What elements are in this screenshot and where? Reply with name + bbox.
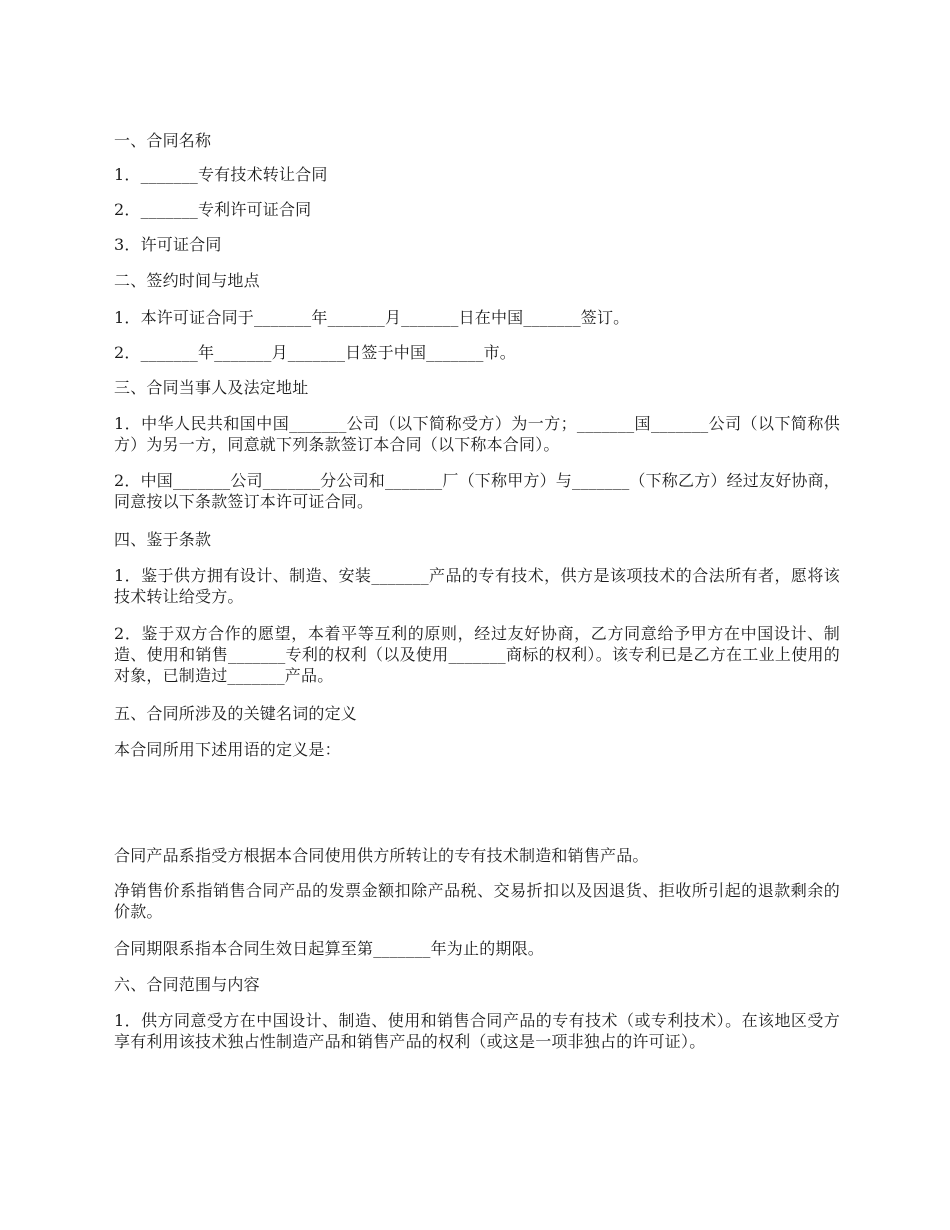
paragraph-3-1: 1．中华人民共和国中国_______公司（以下简称受方）为一方；_______国_______公司（以下简称供方）为另一方，同意就下列条款签订本合同（以下称本合同）。 xyxy=(114,414,840,454)
paragraph-4-1: 1．鉴于供方拥有设计、制造、安装_______产品的专有技术，供方是该项技术的合法所有者，愿将该技术转让给受方。 xyxy=(114,566,840,606)
paragraph-2-1: 1．本许可证合同于_______年_______月_______日在中国_______签订。 xyxy=(114,308,630,327)
section-heading-contract-name: 一、合同名称 xyxy=(114,131,212,150)
paragraph-5-intro: 本合同所用下述用语的定义是： xyxy=(114,740,341,759)
paragraph-2-2: 2．_______年_______月_______日签于中国_______市。 xyxy=(114,343,516,362)
section-heading-signing: 二、签约时间与地点 xyxy=(114,271,260,290)
definition-net-price: 净销售价系指销售合同产品的发票金额扣除产品税、交易折扣以及因退货、拒收所引起的退款剩余的价款。 xyxy=(114,881,840,921)
paragraph-3-2: 2．中国_______公司_______分公司和_______厂（下称甲方）与_______（下称乙方）经过友好协商，同意按以下条款签订本许可证合同。 xyxy=(114,471,840,511)
section-heading-definitions: 五、合同所涉及的关键名词的定义 xyxy=(114,704,358,723)
paragraph-1-2: 2．_______专利许可证合同 xyxy=(114,200,312,219)
paragraph-6-1: 1．供方同意受方在中国设计、制造、使用和销售合同产品的专有技术（或专利技术）。在该地区受方享有利用该技术独占性制造产品和销售产品的权利（或这是一项非独占的许可证）。 xyxy=(114,1011,840,1051)
document-page xyxy=(114,0,840,1230)
section-heading-scope: 六、合同范围与内容 xyxy=(114,975,260,994)
definition-contract-term: 合同期限系指本合同生效日起算至第_______年为止的期限。 xyxy=(114,939,545,958)
paragraph-4-2: 2．鉴于双方合作的愿望，本着平等互利的原则，经过友好协商，乙方同意给予甲方在中国设计、制造、使用和销售_______专利的权利（以及使用_______商标的权利）。该专利已是乙方在工业上使用的对象，已制造过_______产品。 xyxy=(114,624,840,685)
section-heading-parties: 三、合同当事人及法定地址 xyxy=(114,378,309,397)
section-heading-whereas: 四、鉴于条款 xyxy=(114,530,212,549)
paragraph-1-1: 1．_______专有技术转让合同 xyxy=(114,165,328,184)
paragraph-1-3: 3．许可证合同 xyxy=(114,235,222,254)
definition-contract-product: 合同产品系指受方根据本合同使用供方所转让的专有技术制造和销售产品。 xyxy=(114,846,649,865)
